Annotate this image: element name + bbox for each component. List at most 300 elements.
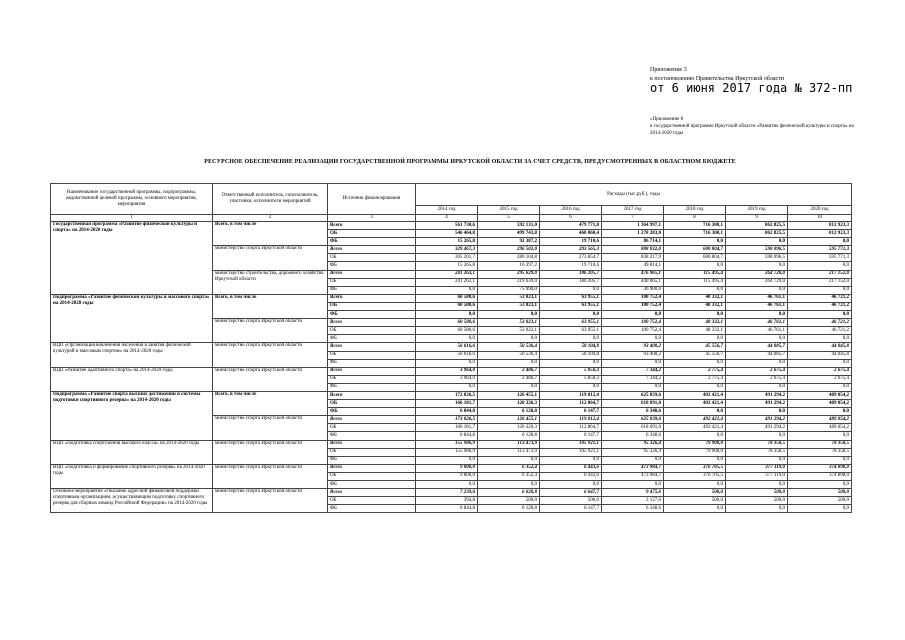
appendix8-line2: к государственной программе Иркутской области «Развитие физической культуры и спорта» на 2014-2020 годы [650,124,854,136]
amount-cell: 45 556,7 [664,351,726,359]
amount-cell: 0,0 [726,238,788,246]
funding-source: ФБ [328,286,416,294]
funding-source: ФБ [328,505,416,513]
amount-cell: 492 421,4 [664,424,726,432]
amount-cell: 0,0 [540,359,602,367]
amount-cell: 6 348,6 [602,408,664,416]
funding-source: ОБ [328,448,416,456]
year-header: 2014 год [416,206,478,215]
executor-name: Всего, в том числе [213,391,328,415]
amount-cell: 100 752,4 [602,302,664,310]
amount-cell: 546 464,8 [416,230,478,238]
amount-cell: 293 565,3 [540,246,602,254]
amount-cell: 499 743,8 [478,230,540,238]
amount-cell: 79 900,0 [664,440,726,448]
program-name: Основное мероприятие «Оказание адресной финансовой поддержки спортивным организациям, осуществляющим подготовку спортивного резерва для сборных команд Российской Федерации» на 2014-2020 годы [51,489,213,513]
amount-cell: 473 984,7 [602,464,664,472]
column-number: 3 [328,215,416,222]
amount-cell: 44 045,8 [788,351,852,359]
amount-cell: 716 300,1 [664,222,726,230]
amount-cell: 2 486,7 [478,367,540,375]
amount-cell: 0,0 [664,286,726,294]
amount-cell: 812 923,3 [788,222,852,230]
amount-cell: 1 364 997,1 [602,222,664,230]
amount-cell: 0,0 [416,383,478,391]
amount-cell: 295 629,0 [478,270,540,278]
amount-cell: 3 127,0 [602,497,664,505]
amount-cell: 0,0 [726,335,788,343]
year-header: 2016 год [540,206,602,215]
amount-cell: 0,0 [478,383,540,391]
amount-cell: 500,0 [664,489,726,497]
amount-cell: 166 181,7 [416,424,478,432]
amount-cell: 0,0 [788,505,852,513]
col-executor-header: Ответственный исполнитель, соисполнитель, участники, исполнители мероприятий [213,184,328,215]
amount-cell: 126 455,1 [478,416,540,424]
column-number: 10 [788,215,852,222]
amount-cell: 63 955,1 [540,302,602,310]
amount-cell: 19 710,6 [540,238,602,246]
amount-cell: 79 900,0 [664,448,726,456]
amount-cell: 5 850,3 [540,367,602,375]
amount-cell: 46 761,1 [726,319,788,327]
amount-cell: 625 039,6 [602,391,664,399]
amount-cell: 241 263,1 [416,270,478,278]
column-number: 8 [664,215,726,222]
amount-cell: 86 714,1 [602,238,664,246]
amount-cell: 60 580,6 [416,302,478,310]
year-header: 2015 год [478,206,540,215]
amount-cell: 0,0 [664,408,726,416]
amount-cell: 53 023,1 [478,327,540,335]
amount-cell: 3 964,0 [416,367,478,375]
year-header: 2020 год [788,206,852,215]
amount-cell: 6 128,8 [478,505,540,513]
amount-cell: 500,0 [788,497,852,505]
amount-cell: 48 332,1 [664,294,726,302]
table-row [51,343,852,351]
amount-cell: 46 761,1 [726,327,788,335]
amount-cell: 0,0 [788,432,852,440]
amount-cell: 280 104,8 [478,254,540,262]
amount-cell: 0,0 [602,383,664,391]
executor-name: министерство спорта Иркутской области [213,440,328,464]
amount-cell: 155 986,9 [416,440,478,448]
funding-source: ОБ [328,351,416,359]
amount-cell: 2 675,4 [726,375,788,383]
amount-cell: 112 864,7 [540,400,602,408]
amount-cell: 126 455,1 [478,391,540,399]
amount-cell: 0,0 [664,311,726,319]
program-name: ВЦП «Подготовка спортсменов высокого класса» на 2014-2020 годы [51,440,213,464]
amount-cell: 0,0 [602,359,664,367]
amount-cell: 376 705,5 [664,472,726,480]
funding-source: ФБ [328,311,416,319]
amount-cell: 561 730,6 [416,222,478,230]
funding-source: Всего [328,343,416,351]
funding-source: Всего [328,270,416,278]
amount-cell: 1 278 283,0 [602,230,664,238]
amount-cell: 0,0 [664,505,726,513]
amount-cell: 376 705,5 [664,464,726,472]
funding-source: ФБ [328,456,416,464]
amount-cell: 0,0 [416,335,478,343]
amount-cell: 500,0 [726,497,788,505]
funding-source: ФБ [328,408,416,416]
funding-source: ОБ [328,230,416,238]
amount-cell: 45 556,7 [664,343,726,351]
funding-source: ОБ [328,375,416,383]
amount-cell: 119 012,4 [540,391,602,399]
amount-cell: 105 921,1 [540,448,602,456]
program-name: Государственная программа «Развитие физической культуры и спорта» на 2014-2020 годы [51,222,213,295]
amount-cell: 78 358,5 [788,448,852,456]
amount-cell: 6 443,6 [540,472,602,480]
amount-cell: 63 955,1 [540,327,602,335]
amount-cell: 0,0 [726,408,788,416]
amount-cell: 113 473,9 [478,440,540,448]
amount-cell: 0,0 [664,481,726,489]
amount-cell: 0,0 [788,481,852,489]
amount-cell: 78 358,5 [726,440,788,448]
amount-cell: 36 900,0 [602,286,664,294]
amount-cell: 0,0 [788,262,852,270]
amount-cell: 2 486,7 [478,375,540,383]
amount-cell: 6 147,7 [540,432,602,440]
amount-cell: 273 854,7 [540,254,602,262]
executor-name: министерство спорта Иркутской области [213,464,328,488]
amount-cell: 489 054,2 [788,416,852,424]
amount-cell: 0,0 [602,311,664,319]
amount-cell: 7 344,2 [602,367,664,375]
col-expenses-header: Расходы (тыс.руб.), годы [416,184,852,206]
amount-cell: 46 721,2 [788,319,852,327]
amount-cell: 0,0 [664,262,726,270]
amount-cell: 112 864,7 [540,424,602,432]
appendix8-line1: «Приложение 8 [650,117,684,122]
amount-cell: 58 104,8 [540,343,602,351]
amount-cell: 812 923,3 [788,230,852,238]
amount-cell: 49 814,1 [602,262,664,270]
program-name: Подпрограмма «Развитие спорта высших достижений и системы подготовки спортивного резерва» на 2014-2020 годы [51,391,213,440]
amount-cell: 7 239,6 [416,489,478,497]
appendix-line: Приложение 3 [650,67,687,73]
amount-cell: 0,0 [602,481,664,489]
amount-cell: 100 752,4 [602,327,664,335]
amount-cell: 46 721,2 [788,302,852,310]
amount-cell: 3 964,0 [416,375,478,383]
amount-cell: 473 984,7 [602,472,664,480]
amount-cell: 592 131,0 [478,222,540,230]
amount-cell: 0,0 [664,359,726,367]
amount-cell: 105 921,1 [540,440,602,448]
amount-cell: 0,0 [726,481,788,489]
amount-cell: 120 326,3 [478,400,540,408]
appendix-header [650,66,860,93]
amount-cell: 491 294,2 [726,391,788,399]
amount-cell: 60 580,6 [416,319,478,327]
amount-cell: 217 152,0 [788,270,852,278]
col-source-header: Источник финансирования [328,184,416,215]
resource-table [50,183,852,513]
amount-cell: 6 348,6 [602,432,664,440]
funding-source: Всего [328,391,416,399]
amount-cell: 0,0 [478,311,540,319]
column-number: 2 [213,215,328,222]
amount-cell: 0,0 [664,335,726,343]
amount-cell: 46 721,2 [788,327,852,335]
amount-cell: 75 990,0 [478,286,540,294]
amount-cell: 50 536,4 [478,351,540,359]
amount-cell: 60 580,6 [416,327,478,335]
amount-cell: 93 408,2 [602,343,664,351]
amount-cell: 0,0 [540,286,602,294]
amount-cell: 6 147,7 [540,505,602,513]
amount-cell: 53 023,1 [478,302,540,310]
amount-cell: 60 580,6 [416,294,478,302]
funding-source: ОБ [328,327,416,335]
amount-cell: 0,0 [788,359,852,367]
amount-cell: 0,0 [416,359,478,367]
funding-source: ФБ [328,359,416,367]
amount-cell: 0,0 [540,383,602,391]
amount-cell: 78 358,5 [788,440,852,448]
amount-cell: 100 752,4 [602,294,664,302]
appendix8-header [650,116,855,137]
column-number: 6 [540,215,602,222]
executor-name: министерство спорта Иркутской области [213,319,328,343]
amount-cell: 9 475,6 [602,489,664,497]
program-name: ВЦП «Организация вовлечения населения в занятия физической культурой и массовым спортом» на 2014-2020 годы [51,343,213,367]
table-row [51,294,852,302]
table-row [51,489,852,497]
funding-source: Всего [328,246,416,254]
amount-cell: 93 408,2 [602,351,664,359]
amount-cell: 78 358,5 [726,448,788,456]
amount-cell: 0,0 [726,286,788,294]
amount-cell: 9 800,0 [416,464,478,472]
amount-cell: 0,0 [788,383,852,391]
funding-source: Всего [328,440,416,448]
amount-cell: 0,0 [416,286,478,294]
funding-source: ОБ [328,278,416,286]
amount-cell: 500,0 [726,489,788,497]
amount-cell: 173 026,5 [416,416,478,424]
funding-source: Всего [328,489,416,497]
amount-cell: 0,0 [726,311,788,319]
amount-cell: 241 263,1 [416,278,478,286]
amount-cell: 0,0 [788,335,852,343]
funding-source: ОБ [328,424,416,432]
amount-cell: 6 844,8 [416,408,478,416]
amount-cell: 0,0 [416,311,478,319]
amount-cell: 15 265,8 [416,262,478,270]
amount-cell: 6 128,8 [478,408,540,416]
funding-source: Всего [328,367,416,375]
column-number: 7 [602,215,664,222]
amount-cell: 491 294,2 [726,400,788,408]
funding-source: Всего [328,416,416,424]
amount-cell: 46 721,2 [788,294,852,302]
program-name: Подпрограмма «Развитие физической культуры и массового спорта» на 2014-2020 годы [51,294,213,343]
amount-cell: 120 326,3 [478,424,540,432]
executor-name: Всего, в том числе [213,222,328,246]
amount-cell: 500,0 [540,497,602,505]
amount-cell: 155 986,9 [416,448,478,456]
amount-cell: 377 119,0 [726,464,788,472]
amount-cell: 0,0 [540,481,602,489]
amount-cell: 9 800,0 [416,472,478,480]
amount-cell: 2 675,4 [788,367,852,375]
amount-cell: 595 771,3 [788,246,852,254]
year-header: 2017 год [602,206,664,215]
amount-cell: 305 201,7 [416,254,478,262]
amount-cell: 618 691,0 [602,424,664,432]
funding-source: Всего [328,222,416,230]
year-header: 2019 год [726,206,788,215]
amount-cell: 0,0 [478,481,540,489]
column-number: 1 [51,215,213,222]
amount-cell: 6 620,8 [478,489,540,497]
amount-cell: 56 616,6 [416,343,478,351]
amount-cell: 0,0 [478,335,540,343]
amount-cell: 0,0 [788,408,852,416]
amount-cell: 6 844,8 [416,505,478,513]
amount-cell: 7 344,2 [602,375,664,383]
amount-cell: 6 348,6 [602,505,664,513]
amount-cell: 0,0 [416,481,478,489]
amount-cell: 888 032,0 [602,246,664,254]
executor-name: министерство спорта Иркутской области [213,343,328,367]
amount-cell: 500,0 [788,489,852,497]
funding-source: ФБ [328,383,416,391]
amount-cell: 6 844,8 [416,432,478,440]
amount-cell: 53 023,1 [478,294,540,302]
amount-cell: 625 039,6 [602,416,664,424]
amount-cell: 172 026,5 [416,391,478,399]
amount-cell: 500,0 [478,497,540,505]
amount-cell: 460 060,4 [540,230,602,238]
amount-cell: 440 065,1 [602,278,664,286]
amount-cell: 44 085,7 [726,351,788,359]
year-header: 2018 год [664,206,726,215]
amount-cell: 0,0 [478,359,540,367]
amount-cell: 716 300,1 [664,230,726,238]
amount-cell: 119 012,4 [540,416,602,424]
amount-cell: 618 691,0 [602,400,664,408]
executor-name: министерство строительства, дорожного хозяйства Иркутской области [213,270,328,294]
resolution-line: к постановлению Правительства Иркутской области [650,76,784,82]
amount-cell: 598 096,5 [726,246,788,254]
amount-cell: 115 495,4 [664,270,726,278]
funding-source: ФБ [328,335,416,343]
amount-cell: 0,0 [726,456,788,464]
amount-cell: 600 804,7 [664,246,726,254]
amount-cell: 0,0 [540,311,602,319]
funding-source: ФБ [328,262,416,270]
amount-cell: 48 332,1 [664,302,726,310]
amount-cell: 44 085,7 [726,343,788,351]
amount-cell: 0,0 [788,456,852,464]
amount-cell: 113 473,9 [478,448,540,456]
amount-cell: 479 771,0 [540,222,602,230]
program-name: ВЦП «Подготовка и формирование спортивного резерва» на 2014-2020 годы [51,464,213,488]
amount-cell: 44 045,8 [788,343,852,351]
amount-cell: 46 761,1 [726,294,788,302]
amount-cell: 48 332,1 [664,327,726,335]
amount-cell: 6 147,7 [540,408,602,416]
amount-cell: 19 710,6 [540,262,602,270]
amount-cell: 219 639,0 [478,278,540,286]
amount-cell: 6 128,8 [478,432,540,440]
amount-cell: 0,0 [540,335,602,343]
amount-cell: 491 294,2 [726,424,788,432]
amount-cell: 0,0 [726,359,788,367]
amount-cell: 264 729,0 [726,278,788,286]
amount-cell: 476 965,1 [602,270,664,278]
amount-cell: 0,0 [416,456,478,464]
amount-cell: 0,0 [788,311,852,319]
funding-source: ОБ [328,472,416,480]
amount-cell: 0,0 [788,286,852,294]
funding-source: ОБ [328,302,416,310]
amount-cell: 0,0 [664,383,726,391]
column-number: 9 [726,215,788,222]
executor-name: министерство спорта Иркутской области [213,367,328,391]
amount-cell: 6 443,6 [540,464,602,472]
order-line: от 6 июня 2017 года № 372-пп [650,81,853,95]
funding-source: Всего [328,464,416,472]
amount-cell: 862 825,5 [726,222,788,230]
funding-source: ФБ [328,481,416,489]
amount-cell: 50 536,4 [478,343,540,351]
table-row [51,367,852,375]
amount-cell: 5 850,3 [540,375,602,383]
amount-cell: 838 217,9 [602,254,664,262]
amount-cell: 489 054,2 [788,400,852,408]
amount-cell: 394,8 [416,497,478,505]
amount-cell: 58 104,8 [540,351,602,359]
amount-cell: 491 294,2 [726,416,788,424]
amount-cell: 166 181,7 [416,400,478,408]
amount-cell: 6 647,7 [540,489,602,497]
amount-cell: 48 332,1 [664,319,726,327]
amount-cell: 2 675,4 [726,367,788,375]
amount-cell: 595 771,3 [788,254,852,262]
amount-cell: 329 467,3 [416,246,478,254]
funding-source: ФБ [328,238,416,246]
amount-cell: 115 495,4 [664,278,726,286]
amount-cell: 0,0 [664,456,726,464]
amount-cell: 186 205,7 [540,278,602,286]
amount-cell: 0,0 [664,432,726,440]
executor-name: министерство спорта Иркутской области [213,489,328,513]
amount-cell: 2 675,4 [788,375,852,383]
table-row [51,391,852,399]
amount-cell: 0,0 [726,505,788,513]
amount-cell: 63 955,1 [540,294,602,302]
executor-name: министерство спорта Иркутской области [213,246,328,270]
table-row [51,440,852,448]
document-title: РЕСУРСНОЕ ОБЕСПЕЧЕНИЕ РЕАЛИЗАЦИИ ГОСУДАРСТВЕННОЙ ПРОГРАММЫ ИРКУТСКОЙ ОБЛАСТИ ЗА СЧЕТ СРЕДСТВ, ПРЕДУСМОТРЕННЫХ В ОБЛАСТНОМ БЮДЖЕТЕ [204,159,736,165]
amount-cell: 296 502,0 [478,246,540,254]
col-program-header: Наименование государственной программы, подпрограммы, ведомственной целевой программы, основного мероприятия, мероприятия [51,184,213,215]
amount-cell: 15 265,8 [416,238,478,246]
amount-cell: 492 421,4 [664,416,726,424]
amount-cell: 100 752,4 [602,319,664,327]
amount-cell: 6 352,4 [478,464,540,472]
funding-source: ОБ [328,497,416,505]
